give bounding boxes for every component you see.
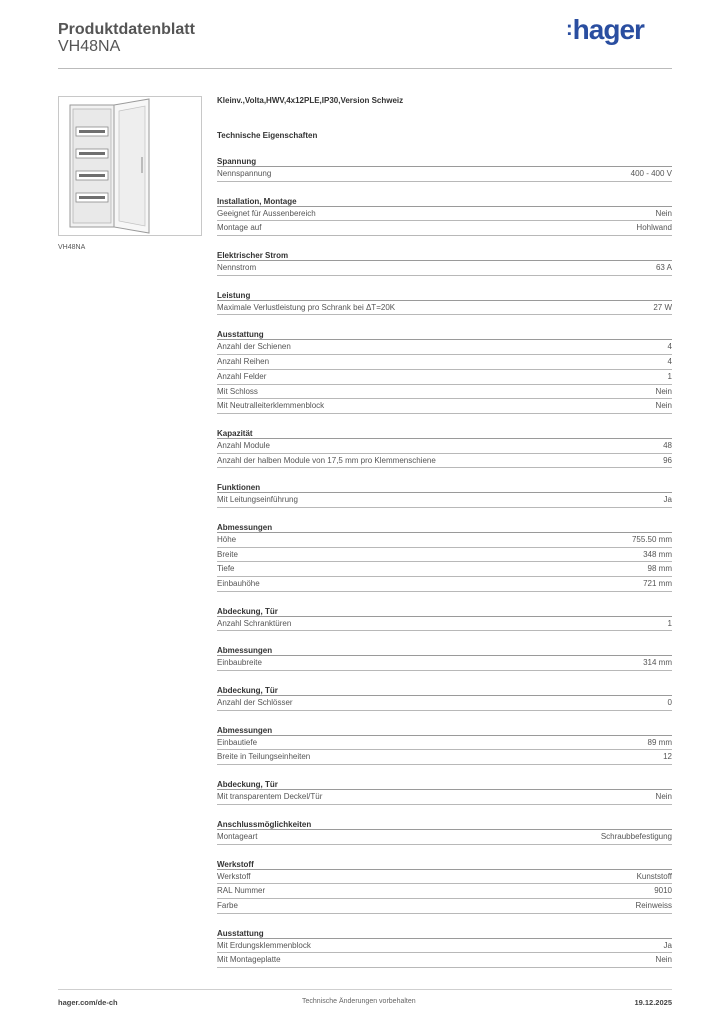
section-title: Leistung [217,290,672,301]
product-image [58,96,202,236]
property-row [217,340,672,355]
section-title: Werkstoff [217,859,672,870]
property-label: Anzahl Schranktüren [217,618,292,628]
property-section [217,482,672,508]
property-label: Montageart [217,831,258,841]
property-row [217,870,672,885]
property-label: Breite [217,549,238,559]
property-row [217,533,672,548]
property-row [217,562,672,577]
property-value: 9010 [654,886,672,896]
properties-list [217,156,672,968]
property-row [217,399,672,414]
logo-text: hager [572,14,644,45]
property-row [217,656,672,671]
section-title: Abmessungen [217,645,672,656]
property-row [217,953,672,968]
property-section [217,859,672,914]
section-title: Abmessungen [217,725,672,736]
section-title: Abdeckung, Tür [217,685,672,696]
section-title: Abdeckung, Tür [217,606,672,617]
property-value: 348 mm [643,549,672,559]
property-row [217,884,672,899]
property-label: Breite in Teilungseinheiten [217,752,311,762]
property-row [217,385,672,400]
property-row [217,355,672,370]
property-label: Mit Erdungsklemmenblock [217,940,311,950]
hager-logo [566,14,644,46]
property-row [217,454,672,469]
property-label: Werkstoff [217,871,251,881]
product-code: VH48NA [58,38,121,55]
property-section [217,819,672,845]
property-row [217,939,672,954]
property-section [217,156,672,182]
property-section [217,645,672,671]
section-title: Anschlussmöglichkeiten [217,819,672,830]
property-label: Nennstrom [217,263,257,273]
property-section [217,606,672,632]
property-row [217,301,672,316]
property-value: Nein [655,208,672,218]
property-label: Einbauhöhe [217,579,260,588]
property-label: Anzahl Reihen [217,357,270,367]
property-value: 1 [667,618,672,628]
property-value: 89 mm [647,737,672,747]
logo-dots-icon: : [566,18,572,40]
property-value: 721 mm [643,579,672,588]
property-value: 314 mm [643,658,672,668]
property-row [217,261,672,276]
property-label: Anzahl der Schienen [217,342,291,352]
property-label: Mit Montageplatte [217,955,281,965]
property-row [217,207,672,222]
property-value: 1 [667,371,672,381]
property-section [217,250,672,276]
property-section [217,725,672,765]
property-label: Maximale Verlustleistung pro Schrank bei ΔT=20K [217,302,396,312]
property-value: 755.50 mm [631,534,672,544]
property-row [217,493,672,508]
footer-divider [58,989,672,990]
property-label: Tiefe [217,564,235,574]
property-label: Anzahl der Schlösser [217,698,293,708]
property-row [217,370,672,385]
property-section [217,522,672,592]
property-label: Anzahl Felder [217,371,267,381]
property-value: 63 A [655,263,672,273]
footer-notice: Technische Änderungen vorbehalten [302,998,416,1005]
property-row [217,696,672,711]
property-row [217,790,672,805]
property-section [217,329,672,413]
section-title: Spannung [217,156,672,167]
product-content [217,94,672,968]
property-value: 4 [667,342,672,352]
property-label: Anzahl Module [217,440,270,450]
property-row [217,439,672,454]
section-title: Funktionen [217,482,672,493]
property-label: Mit Neutralleiterklemmenblock [217,401,325,411]
property-value: Nein [655,792,672,802]
property-value: Nein [655,386,672,396]
section-title: Kapazität [217,428,672,439]
property-label: Farbe [217,900,238,910]
property-value: Ja [663,940,672,950]
property-row [217,617,672,632]
property-section [217,290,672,316]
property-label: Höhe [217,534,237,544]
section-title: Ausstattung [217,928,672,939]
property-value: 48 [663,440,672,450]
property-value: Kunststoff [636,871,672,881]
property-label: Anzahl der halben Module von 17,5 mm pro Klemmenschiene [217,455,436,465]
document-title: Produktdatenblatt [58,21,195,38]
property-label: Mit Leitungseinführung [217,495,298,505]
property-label: Mit Schloss [217,386,258,396]
property-value: Reinweiss [635,900,672,910]
property-value: 98 mm [647,564,672,574]
property-section [217,196,672,236]
property-row [217,750,672,765]
property-value: 400 - 400 V [630,169,672,178]
property-value: 4 [667,357,672,367]
footer-website[interactable]: hager.com/de-ch [58,998,118,1007]
product-image-caption: VH48NA [58,244,86,251]
section-title: Abmessungen [217,522,672,533]
property-row [217,899,672,914]
property-value: Nein [655,401,672,411]
header-divider [58,68,672,69]
property-value: 0 [667,698,672,708]
property-label: Einbaubreite [217,658,262,668]
property-row [217,167,672,182]
property-value: Nein [655,955,672,965]
property-label: RAL Nummer [217,886,266,896]
distribution-cabinet-icon [59,97,201,235]
property-label: Mit transparentem Deckel/Tür [217,792,323,802]
property-label: Nennspannung [217,169,272,178]
section-title: Elektrischer Strom [217,250,672,261]
property-label: Geeignet für Aussenbereich [217,208,316,218]
property-value: Ja [663,495,672,505]
property-row [217,548,672,563]
section-title: Installation, Montage [217,196,672,207]
property-label: Einbautiefe [217,737,258,747]
property-row [217,830,672,845]
property-row [217,221,672,236]
footer-date: 19.12.2025 [634,998,672,1007]
property-value: Hohlwand [636,223,672,233]
section-title: Ausstattung [217,329,672,340]
property-section [217,428,672,468]
property-section [217,928,672,968]
property-label: Montage auf [217,223,262,233]
property-row [217,736,672,751]
property-value: 27 W [653,302,672,312]
product-description: Kleinv.,Volta,HWV,4x12PLE,IP30,Version Schweiz [217,96,404,105]
section-title: Abdeckung, Tür [217,779,672,790]
property-section [217,779,672,805]
property-section [217,685,672,711]
technical-properties-heading: Technische Eigenschaften [217,131,318,140]
property-value: 96 [663,455,672,465]
property-value: 12 [663,752,672,762]
property-row [217,577,672,592]
property-value: Schraubbefestigung [600,831,672,841]
